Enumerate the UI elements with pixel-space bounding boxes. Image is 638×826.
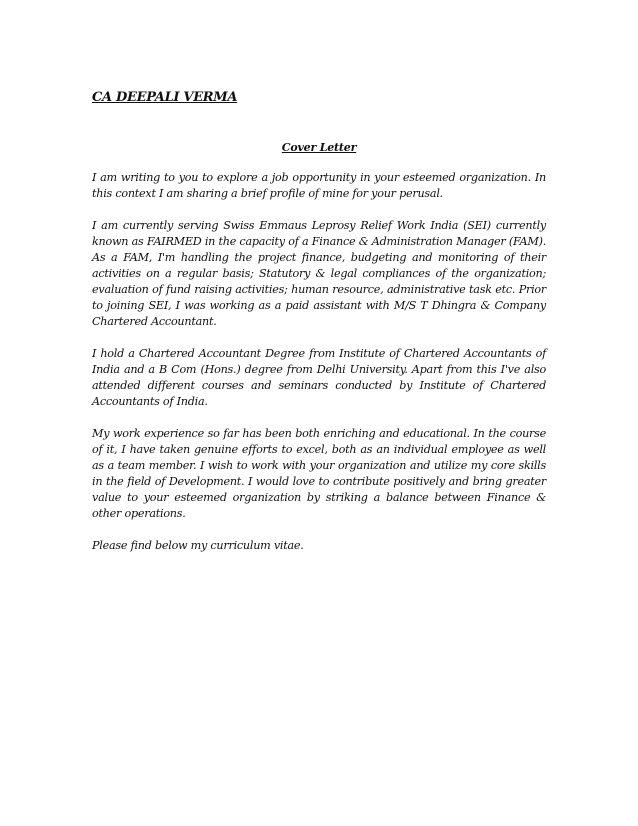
letter-body	[92, 170, 546, 570]
document-title: Cover Letter	[281, 141, 357, 154]
paragraph-closing: Please find below my curriculum vitae.	[92, 539, 304, 552]
paragraph-experience: My work experience so far has been both enriching and educational. In the course of it, I have taken genuine efforts to excel, both as an individual employee as well as a team member. I wish to work with your organization and utilize my core skills in the field of Development. I would love to contribute positively and bring greater value to your esteemed organization by striking a balance between Finance & other operations.	[92, 427, 546, 520]
paragraph-intro: I am writing to you to explore a job opportunity in your esteemed organization. In this context I am sharing a brief profile of mine for your perusal.	[92, 171, 546, 200]
paragraph-education: I hold a Chartered Accountant Degree from Institute of Chartered Accountants of India and a B Com (Hons.) degree from Delhi University. Apart from this I've also attended different courses and seminars conducted by Institute of Chartered Accountants of India.	[92, 347, 546, 408]
author-name: CA DEEPALI VERMA	[92, 90, 238, 105]
paragraph-current-role: I am currently serving Swiss Emmaus Leprosy Relief Work India (SEI) currently known as FAIRMED in the capacity of a Finance & Administration Manager (FAM). As a FAM, I'm handling the project finance, budgeting and monitoring of their activities on a regular basis; Statutory & legal compliances of the organization; evaluation of fund raising activities; human resource, administrative task etc. Prior to joining SEI, I was working as a paid assistant with M/S T Dhingra & Company Chartered Accountant.	[92, 219, 546, 328]
